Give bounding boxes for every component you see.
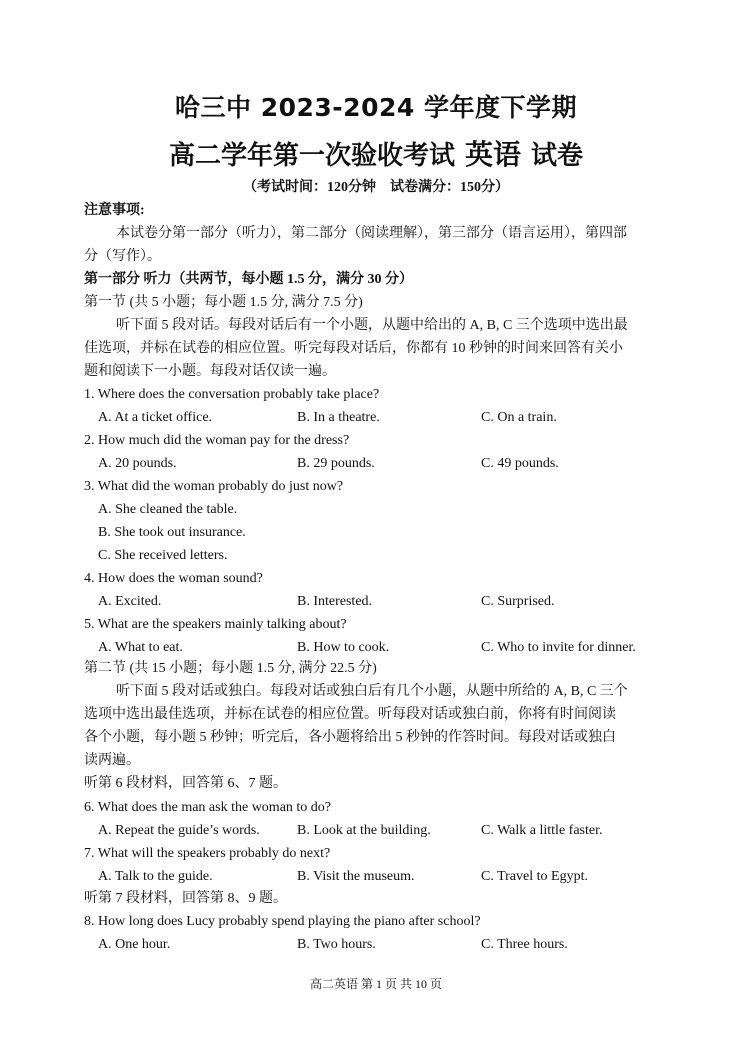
question-6-option-a: A. Repeat the guide’s words.	[98, 823, 260, 838]
question-5-option-a: A. What to eat.	[98, 640, 183, 655]
question-4-option-a: A. Excited.	[98, 594, 162, 609]
question-2-stem: 2. How much did the woman pay for the dress?	[84, 433, 350, 448]
section1-instr-1: 听下面 5 段对话。每段对话后有一个小题，从题中给出的 A, B, C 三个选项中选出最	[116, 318, 628, 333]
question-6-option-b: B. Look at the building.	[297, 823, 431, 838]
question-4-stem: 4. How does the woman sound?	[84, 571, 263, 586]
section2-heading: 第二节 (共 15 小题；每小题 1.5 分, 满分 22.5 分)	[84, 661, 377, 676]
question-1-option-b: B. In a theatre.	[297, 410, 380, 425]
question-3-option-a: A. She cleaned the table.	[98, 502, 238, 517]
exam-title-prefix: 高二学年第一次验收考试	[168, 141, 455, 171]
notice-heading: 注意事项:	[84, 203, 145, 218]
section1-instr-2: 佳选项，并标在试卷的相应位置。听完每段对话后，你都有 10 秒钟的时间来回答有关小	[84, 341, 623, 356]
page-footer: 高二英语 第 1 页 共 10 页	[309, 977, 442, 991]
question-3-option-b: B. She took out insurance.	[98, 525, 246, 540]
section2-instr-1: 听下面 5 段对话或独白。每段对话或独白后有几个小题，从题中所给的 A, B, C 三个	[116, 684, 628, 699]
exam-title-line2	[0, 133, 752, 173]
question-5-stem: 5. What are the speakers mainly talking about?	[84, 617, 347, 632]
question-8-stem: 8. How long does Lucy probably spend playing the piano after school?	[84, 914, 481, 929]
question-1-option-a: A. At a ticket office.	[98, 410, 213, 425]
exam-meta: （考试时间：120分钟 试卷满分：150分）	[243, 180, 509, 195]
section2-instr-2: 选项中选出最佳选项，并标在试卷的相应位置。听每段对话或独白前，你将有时间阅读	[84, 707, 616, 722]
question-5-option-b: B. How to cook.	[297, 640, 390, 655]
material-6-note: 听第 6 段材料，回答第 6、7 题。	[84, 776, 287, 791]
question-7-option-c: C. Travel to Egypt.	[481, 869, 588, 884]
question-6-option-c: C. Walk a little faster.	[481, 823, 603, 838]
exam-title-suffix: 试卷	[531, 141, 584, 171]
notice-text-1: 本试卷分第一部分（听力），第二部分（阅读理解），第三部分（语言运用），第四部	[116, 226, 627, 241]
question-7-option-b: B. Visit the museum.	[297, 869, 415, 884]
question-4-option-b: B. Interested.	[297, 594, 373, 609]
section2-instr-3: 各个小题，每小题 5 秒钟；听完后，各小题将给出 5 秒钟的作答时间。每段对话或独白	[84, 730, 616, 745]
material-7-note: 听第 7 段材料，回答第 8、9 题。	[84, 891, 287, 906]
section1-instr-3: 题和阅读下一小题。每段对话仅读一遍。	[84, 364, 336, 379]
question-8-option-c: C. Three hours.	[481, 937, 568, 952]
question-2-option-c: C. 49 pounds.	[481, 456, 559, 471]
section2-instr-4: 读两遍。	[84, 753, 140, 768]
question-2-option-b: B. 29 pounds.	[297, 456, 375, 471]
exam-subject: 英语	[464, 138, 521, 171]
notice-text-2: 分（写作）。	[84, 249, 161, 264]
question-8-option-b: B. Two hours.	[297, 937, 376, 952]
question-4-option-c: C. Surprised.	[481, 594, 555, 609]
question-5-option-c: C. Who to invite for dinner.	[481, 640, 636, 655]
part1-heading: 第一部分 听力（共两节，每小题 1.5 分，满分 30 分）	[84, 272, 413, 287]
question-7-option-a: A. Talk to the guide.	[98, 869, 213, 884]
exam-title-line1: 哈三中 2023-2024 学年度下学期	[175, 93, 577, 122]
question-6-stem: 6. What does the man ask the woman to do?	[84, 800, 332, 815]
question-8-option-a: A. One hour.	[98, 937, 171, 952]
question-3-option-c: C. She received letters.	[98, 548, 228, 563]
question-7-stem: 7. What will the speakers probably do next?	[84, 846, 331, 861]
section1-heading: 第一节 (共 5 小题；每小题 1.5 分, 满分 7.5 分)	[84, 295, 363, 310]
question-1-option-c: C. On a train.	[481, 410, 557, 425]
question-1-stem: 1. Where does the conversation probably take place?	[84, 387, 380, 402]
question-2-option-a: A. 20 pounds.	[98, 456, 177, 471]
question-3-stem: 3. What did the woman probably do just now?	[84, 479, 344, 494]
